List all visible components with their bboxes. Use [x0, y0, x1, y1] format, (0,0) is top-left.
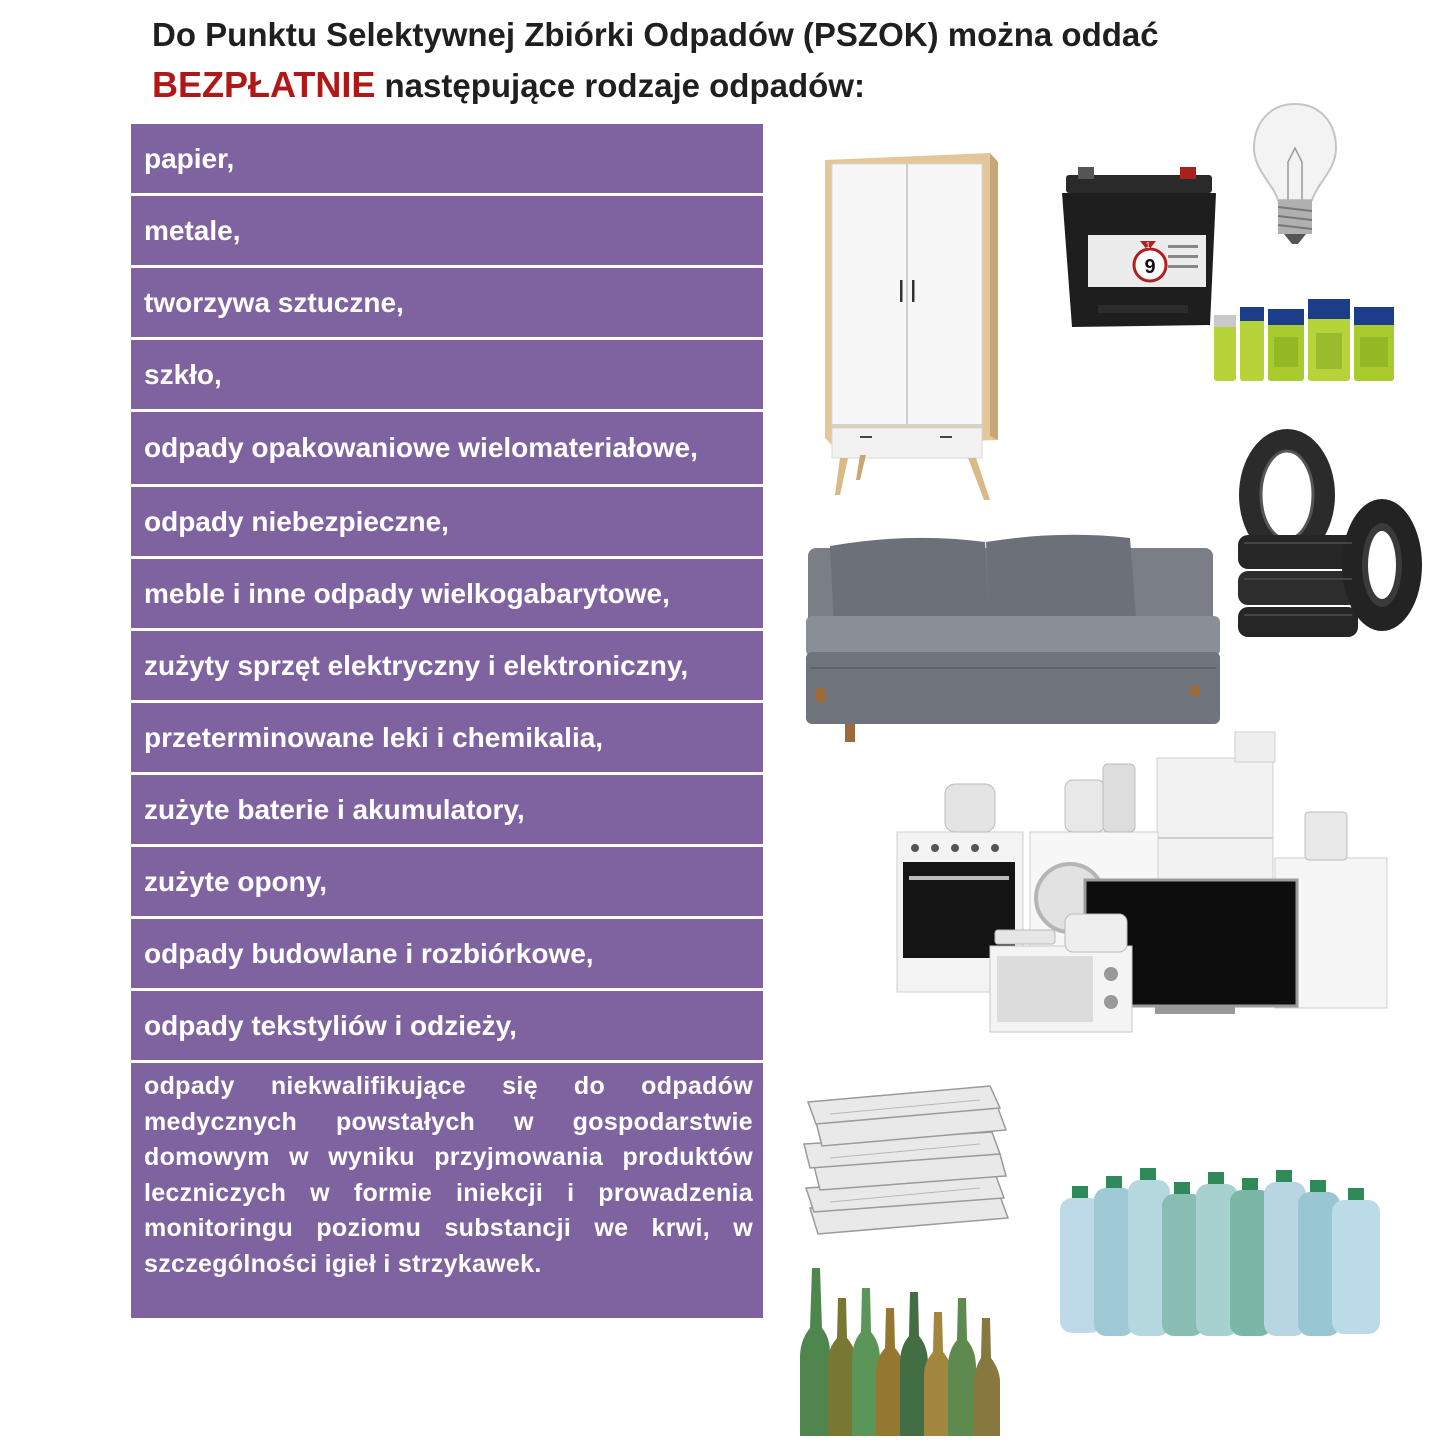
- waste-item-metals: metale,: [131, 196, 763, 265]
- sofa-image: [800, 528, 1222, 743]
- free-highlight: BEZPŁATNIE: [152, 64, 376, 105]
- waste-item-paper: papier,: [131, 124, 763, 193]
- waste-item-multimaterial: odpady opakowaniowe wielomateriałowe,: [131, 412, 763, 484]
- newspapers-image: [800, 1078, 1015, 1238]
- waste-item-glass: szkło,: [131, 340, 763, 409]
- waste-item-furniture: meble i inne odpady wielkogabarytowe,: [131, 559, 763, 628]
- glass-bottles-image: [790, 1268, 1005, 1438]
- title-line-2: następujące rodzaje odpadów:: [375, 67, 865, 104]
- car-battery-image: [1058, 165, 1220, 330]
- waste-item-batteries: zużyte baterie i akumulatory,: [131, 775, 763, 844]
- battery-mark-label: 1: [1145, 241, 1151, 250]
- tires-image: [1232, 425, 1427, 640]
- waste-list: [131, 124, 763, 1318]
- waste-item-textiles: odpady tekstyliów i odzieży,: [131, 991, 763, 1060]
- battery-number-label: 9: [1144, 256, 1156, 278]
- title-line-1: Do Punktu Selektywnej Zbiórki Odpadów (PSZOK) można oddać: [152, 16, 1159, 53]
- appliances-image: [895, 728, 1390, 1048]
- plastic-bottles-image: [1050, 1158, 1395, 1343]
- light-bulb-icon: [1250, 100, 1340, 250]
- waste-item-medicines: przeterminowane leki i chemikalia,: [131, 703, 763, 772]
- waste-item-electronics: zużyty sprzęt elektryczny i elektroniczny,: [131, 631, 763, 700]
- batteries-image: [1210, 295, 1400, 385]
- waste-item-tires: zużyte opony,: [131, 847, 763, 916]
- waste-item-plastics: tworzywa sztuczne,: [131, 268, 763, 337]
- waste-item-construction: odpady budowlane i rozbiórkowe,: [131, 919, 763, 988]
- wardrobe-image: [820, 150, 1005, 515]
- waste-item-medical-needles: odpady niekwalifikujące się do odpadów medycznych powstałych w gospodarstwie domowym w wyniku przyjmowania produktów leczniczych w formie iniekcji i prowadzenia monitoringu poziomu substancji we krwi, w szczególności igieł i strzykawek.: [131, 1063, 763, 1318]
- page-title: [152, 10, 1352, 111]
- waste-item-hazardous: odpady niebezpieczne,: [131, 487, 763, 556]
